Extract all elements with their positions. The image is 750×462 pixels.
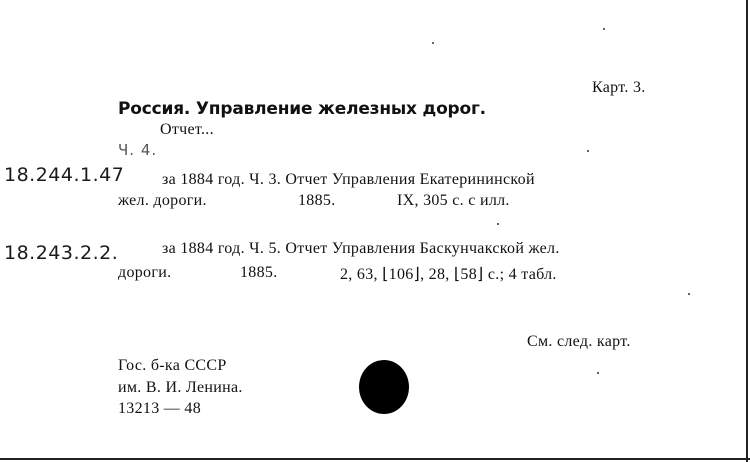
library-line-1: Гос. б-ка СССР — [118, 357, 227, 374]
card-right-edge — [746, 0, 748, 462]
library-line-2: им. В. И. Ленина. — [118, 379, 243, 396]
entry-1-line2-pages: IX, 305 с. с илл. — [397, 192, 510, 209]
speck — [688, 293, 690, 295]
entry-2-line2-publisher: дороги. — [118, 264, 172, 281]
card-number: Карт. 3. — [592, 79, 646, 96]
entry-2-line1: за 1884 год. Ч. 5. Отчет Управления Баскунчакской жел. — [162, 240, 560, 257]
card-bottom-edge — [0, 458, 750, 460]
punch-hole — [359, 360, 409, 414]
speck — [597, 372, 599, 374]
entry-2-line2-year: 1885. — [240, 264, 278, 281]
card-subheading: Отчет... — [160, 121, 214, 138]
entry-1-line1: за 1884 год. Ч. 3. Отчет Управления Екатерининской — [162, 171, 535, 188]
card-heading: Россия. Управление железных дорог. — [118, 99, 486, 119]
speck — [497, 223, 499, 225]
library-line-3: 13213 — 48 — [118, 400, 201, 417]
speck — [432, 42, 434, 44]
speck — [603, 28, 605, 30]
faint-handwritten-note: Ч. 4. — [118, 141, 158, 159]
speck — [587, 150, 589, 152]
entry-2-shelfmark: 18.243.2.2. — [4, 242, 119, 264]
entry-1-line2-publisher: жел. дороги. — [118, 192, 207, 209]
entry-1-line2-year: 1885. — [298, 192, 336, 209]
see-next-card: См. след. карт. — [527, 333, 631, 350]
entry-1-shelfmark: 18.244.1.47 — [4, 164, 125, 186]
entry-2-line2-pages: 2, 63, ⌊106⌋, 28, ⌊58⌋ с.; 4 табл. — [340, 266, 557, 283]
